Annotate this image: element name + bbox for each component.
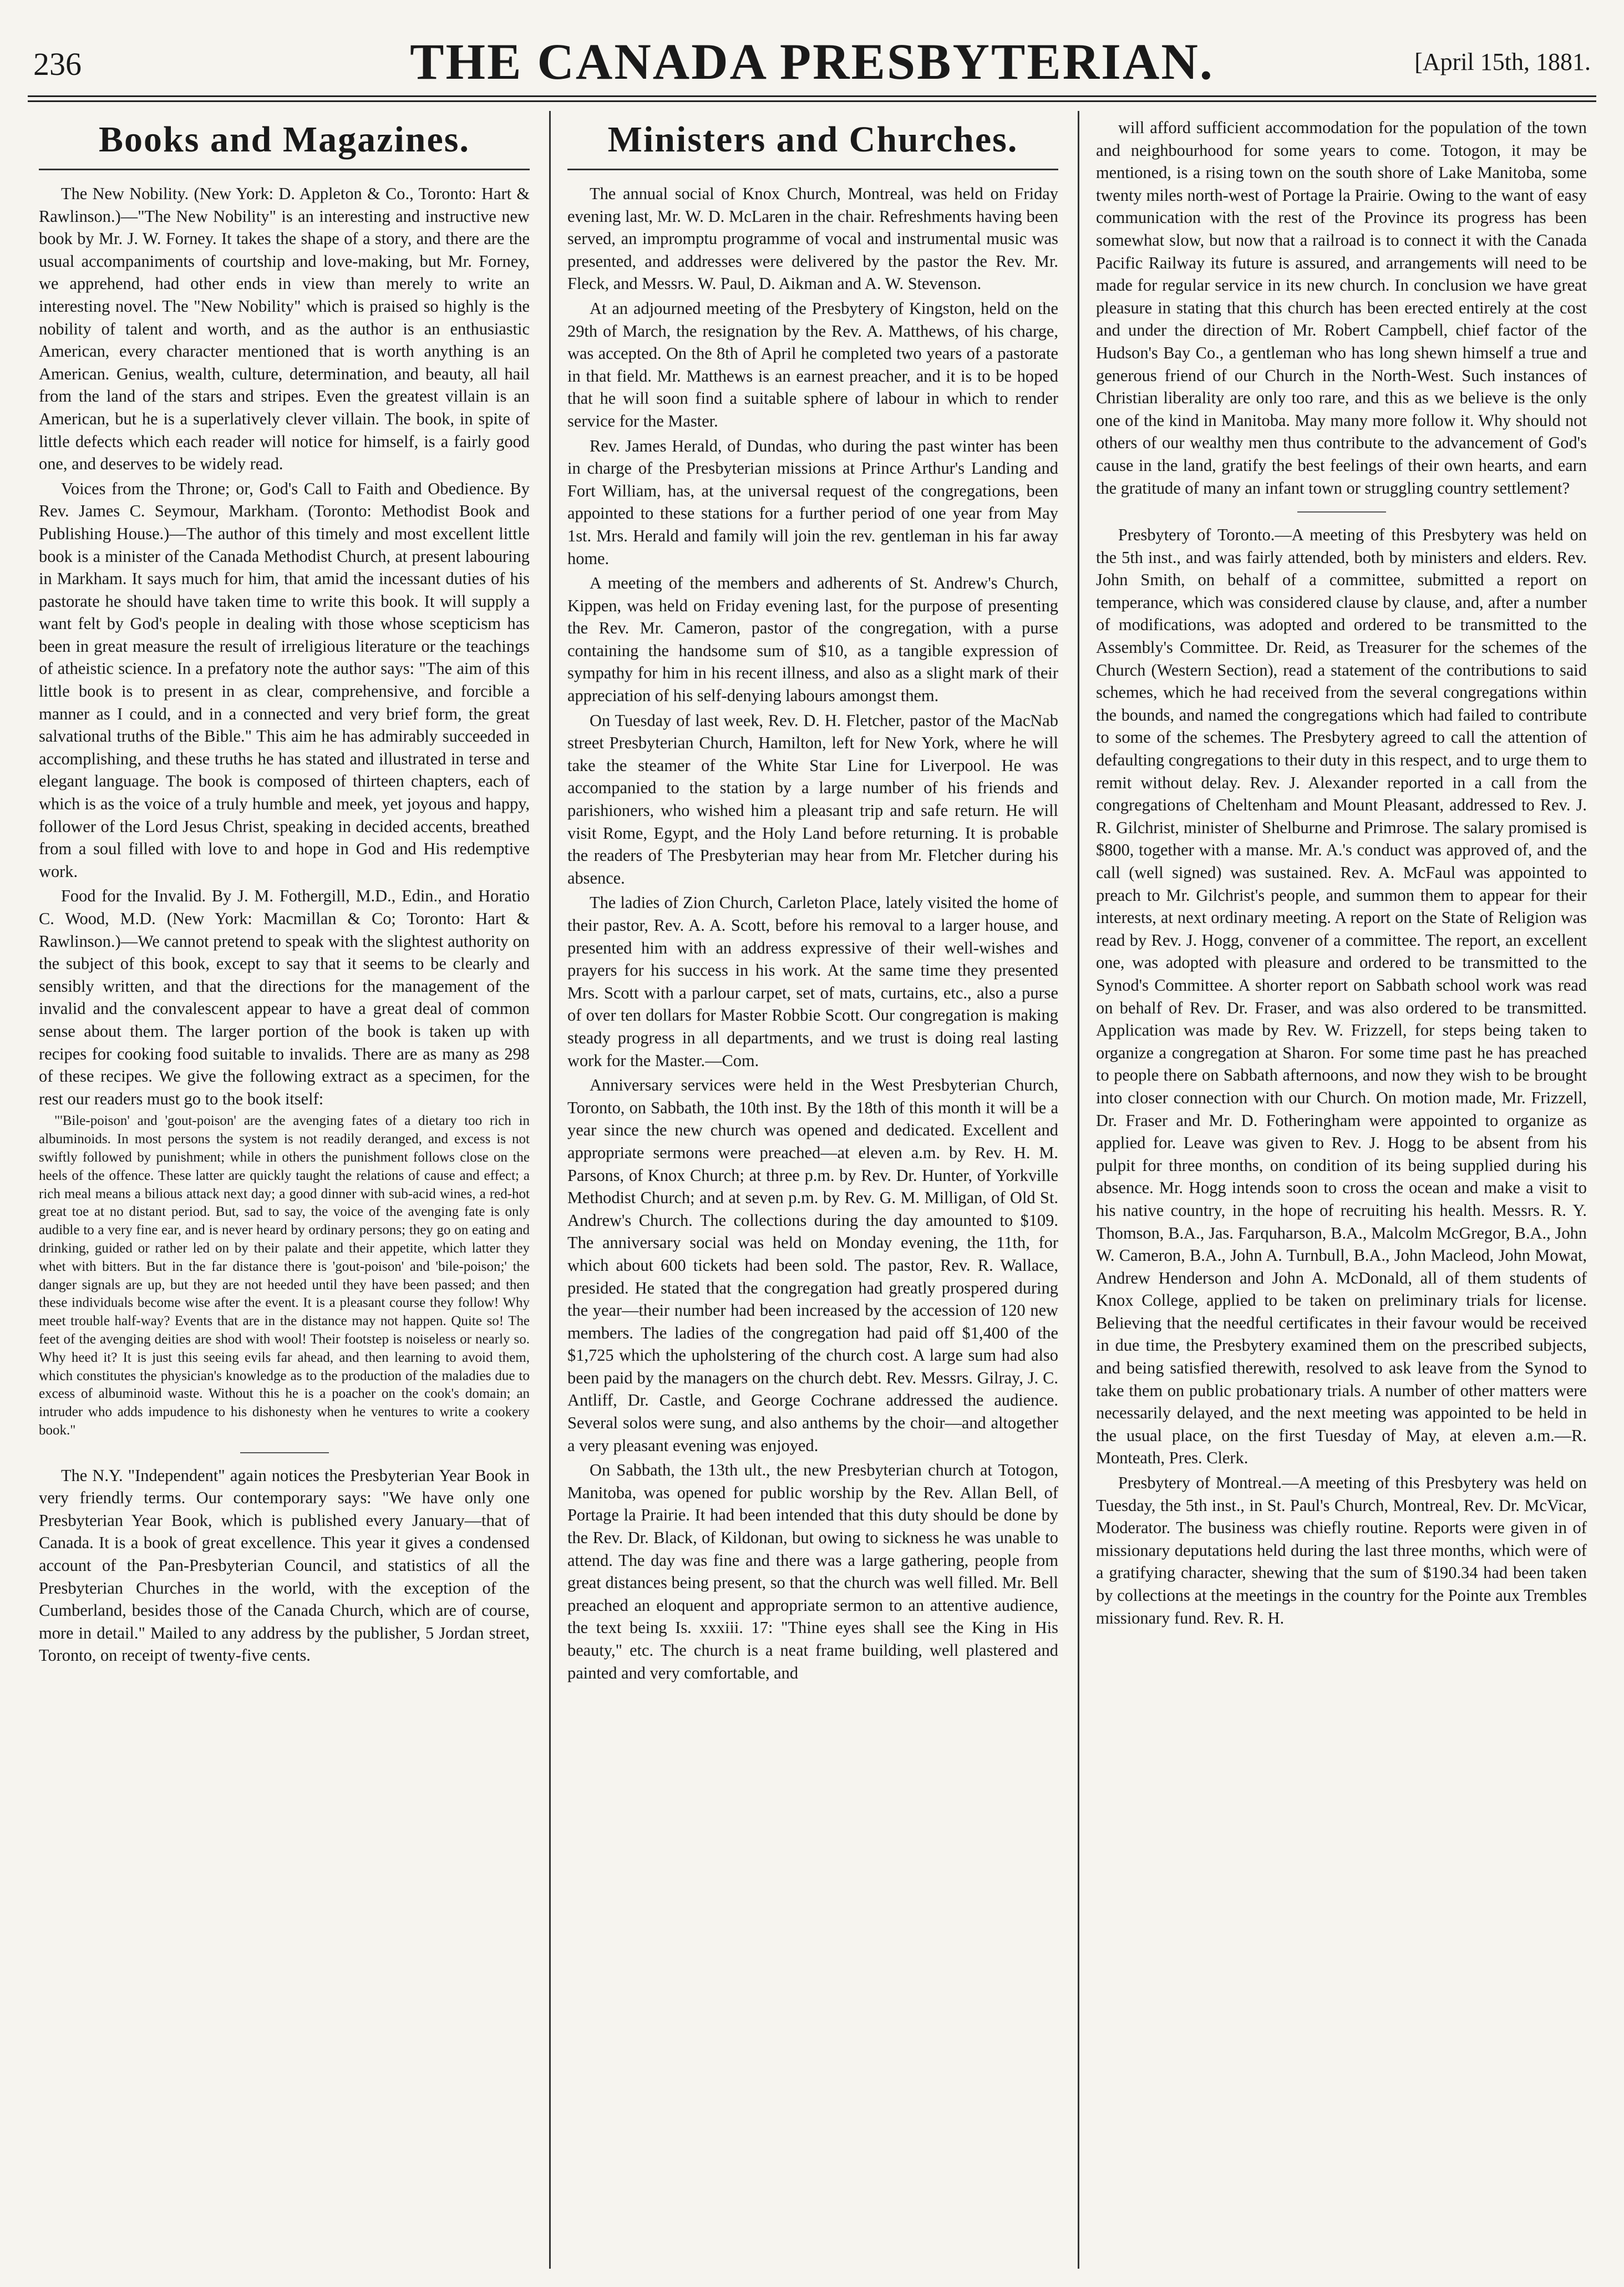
column-divider [549,111,551,2269]
article-paragraph: Presbytery of Toronto.—A meeting of this Presbytery was held on the 5th inst., and was fairly attended, both by ministers and elders. Rev. John Smith, on behalf of a committee, submitted a report on temperance, which was considered clause by clause, and, after a number of modifications, was adopted and ordered to be transmitted to the Assembly's Committee. Dr. Reid, as Treasurer for the schemes of the Church (Western Section), read a statement of the contributions to said schemes, which he had received from the several congregations within the bounds, and named the congregations which had failed to contribute to some of the schemes. The Presbytery agreed to call the attention of defaulting congregations to their duty in this respect, and to urge them to remit without delay. Rev. J. Alexander reported in a call from the congregations of Cheltenham and Mount Pleasant, addressed to Rev. J. R. Gilchrist, minister of Shelburne and Primrose. The salary promised is $800, together with a manse. Mr. A.'s conduct was approved of, and the call (well signed) was sustained. Rev. A. McFaul was appointed to preach to Mr. Gilchrist's people, and summon them to appear for their interests, at next ordinary meeting. A report on the State of Religion was read by Rev. J. Hogg, convener of a committee. The report, an excellent one, was adopted with pleasure and ordered to be transmitted to the Synod's Committee. A shorter report on Sabbath school work was read on behalf of Rev. Dr. Fraser, and was also ordered to be transmitted. Application was made by Rev. W. Frizzell, for steps being taken to organize a congregation at Sharon. For some time past he has preached to people there on Sabbath afternoons, and now they wish to be brought into closer connection with our Church. On motion made, Mr. Frizzell, Dr. Fraser and Mr. D. Fotheringham were appointed to organize as applied for. Leave was given to Rev. J. Hogg to be absent from his pulpit for three months, on condition of its being supplied during his absence. Mr. Hogg intends soon to cross the ocean and make a visit to his native country, in the hope of recruiting his health. Messrs. R. Y. Thomson, B.A., Jas. Farquharson, B.A., Malcolm McGregor, B.A., John W. Cameron, B.A., John A. Turnbull, B.A., John Macleod, John Mowat, Andrew Henderson and John A. McDonald, all of them students of Knox College, applied to be taken on preliminary trials for license. Believing that the needful certificates in their favour would be received in due time, the Presbytery examined them on the prescribed subjects, and being satisfied therewith, resolved to ask leave from the Synod to take them on public probationary trials. A number of other matters were necessarily delayed, and the next meeting was appointed to be held in the usual place, on the first Tuesday of May, at eleven a.m.—R. Monteath, Pres. Clerk. [1096,525,1587,1468]
article-paragraph: The New Nobility. (New York: D. Appleton & Co., Toronto: Hart & Rawlinson.)—"The New Nobility" is an interesting and instructive new book by Mr. J. W. Forney. It takes the shape of a story, and there are the usual accompaniments of courtship and love-making, but Mr. Forney, we apprehend, had other ends in view than merely to write an interesting novel. The "New Nobility" which is praised so highly is the nobility of talent and worth, and as the author is an enthusiastic American, every character mentioned that is worth anything is an American. Genius, wealth, culture, determination, and beauty, all hail from the land of the stars and stripes. Even the greatest villain is an American, but he is a superlatively clever villain. The book, in spite of little defects which each reader will notice for himself, is a fairly good one, and deserves to be widely read. [39,184,530,474]
article-paragraph: The N.Y. "Independent" again notices the Presbyterian Year Book in very friendly terms. Our contemporary says: "We have only one Presbyterian Year Book, which is published every January—that of Canada. It is a book of great excellence. This year it gives a condensed account of the Pan-Presbyterian Council, and statistics of all the Presbyterian Churches in the world, with the exception of the Cumberland, besides those of the Canada Church, which are of course, more in detail." Mailed to any address by the publisher, 5 Jordan street, Toronto, on receipt of twenty-five cents. [39,1465,530,1665]
block-quote: "'Bile-poison' and 'gout-poison' are the avenging fates of a dietary too rich in albuminoids. In most persons the system is not readily deranged, and excess is not swiftly followed by punishment; while in others the punishment follows close on the heels of the offence. These latter are quickly taught the relations of cause and effect; a rich meal means a bilious attack next day; a good dinner with sub-acid wines, a red-hot great toe at no distant period. But, sad to say, the voice of the avenging fate is only audible to a very fine ear, and is never heard by ordinary persons; they go on eating and drinking, guided or rather led on by their palate and their appetite, which latter they whet with bitters. But in the far distance there is 'gout-poison' and 'bile-poison;' the danger signals are up, but they are not heeded until they have been passed; and then these individuals become wise after the event. It is a pleasant course they follow! Why meet trouble half-way? Events that are in the distance may not happen. Quite so! The feet of the avenging deities are shod with wool! Their footstep is noiseless or nearly so. Why heed it? It is just this seeing evils far ahead, and then learning to avoid them, which constitutes the physician's knowledge as to the production of the maladies due to excess of albuminoid waste. Without this he is a poacher on the cook's domain; an intruder who adds impudence to his dishonesty when he ventures to write a cookery book." [39,1113,530,1438]
column-2 [567,116,1058,2263]
article-paragraph: Presbytery of Montreal.—A meeting of this Presbytery was held on Tuesday, the 5th inst., in St. Paul's Church, Montreal, Rev. Dr. McVicar, Moderator. The business was chiefly routine. Reports were given in of missionary deputations held during the last three months, which were of a gratifying character, shewing that the sum of $190.34 had been taken by collections at the meetings in the country for the Pointe aux Trembles missionary fund. Rev. R. H. [1096,1473,1587,1627]
article-paragraph: At an adjourned meeting of the Presbytery of Kingston, held on the 29th of March, the resignation by the Rev. A. Matthews, of his charge, was accepted. On the 8th of April he completed two years of a pastorate in that field. Mr. Matthews is an earnest preacher, and it is to be hoped that he will soon find a suitable sphere of labour in which to render service for the Master. [567,298,1058,430]
article-paragraph: A meeting of the members and adherents of St. Andrew's Church, Kippen, was held on Friday evening last, for the purpose of presenting the Rev. Mr. Cameron, pastor of the congregation, with a purse containing the handsome sum of $10, as a tangible expression of sympathy for him in his recent illness, and also as a slight mark of their appreciation of his self-denying labours amongst them. [567,574,1058,706]
article-paragraph: Voices from the Throne; or, God's Call to Faith and Obedience. By Rev. James C. Seymour, Markham. (Toronto: Methodist Book and Publishing House.)—The author of this timely and most excellent little book is a minister of the Canada Methodist Church, at present labouring in Markham. It says much for him, that amid the incessant duties of his pastorate he should have taken time to write this book. It will supply a want felt by God's people in dealing with those whose scepticism has been in great measure the result of irreligious literature or the teachings of atheistic science. In a prefatory note the author says: "The aim of this little book is to present in as clear, comprehensive, and forcible a manner as I could, and in a connected and very brief form, the great salvational truths of the Bible." This aim he has admirably succeeded in accomplishing, and these truths he has stated and illustrated in terse and elegant language. The book is composed of thirteen chapters, each of which is as the voice of a truly humble and meek, yet joyous and happy, follower of the Lord Jesus Christ, speaking in decided accents, breathed from a soul filled with love to and hope in God and His redemptive work. [39,479,530,881]
article-paragraph: On Tuesday of last week, Rev. D. H. Fletcher, pastor of the MacNab street Presbyterian Church, Hamilton, left for New York, where he will take the steamer of the White Star Line for Liverpool. He was accompanied to the station by a large number of his friends and parishioners, who wished him a pleasant trip and safe return. He will visit Rome, Egypt, and the Holy Land before returning. It is probable the readers of The Presbyterian may hear from Mr. Fletcher during his absence. [567,711,1058,888]
masthead [28,22,1596,89]
masthead-rule [28,95,1596,102]
article-paragraph: Anniversary services were held in the West Presbyterian Church, Toronto, on Sabbath, the 10th inst. By the 18th of this month it will be a year since the new church was opened and dedicated. Excellent and appropriate sermons were preached—at eleven a.m. by Rev. H. M. Parsons, of Knox Church; at three p.m. by Rev. Dr. Hunter, of Yorkville Methodist Church; and at seven p.m. by Rev. G. M. Milligan, of Old St. Andrew's Church. The collections during the day amounted to $109. The anniversary social was held on Monday evening, the 11th, for which about 600 tickets had been sold. The pastor, Rev. R. Wallace, presided. He stated that the congregation had greatly prospered during the year—their number had been increased by the accession of 120 new members. The ladies of the congregation had paid off $1,400 of the $1,725 which the upholstering of the church cost. A large sum had also been paid by the managers on the church debt. Rev. Messrs. Gilray, J. C. Antliff, Dr. Castle, and George Cochrane addressed the audience. Several solos were sung, and also anthems by the choir—and altogether a very pleasant evening was enjoyed. [567,1076,1058,1455]
issue-date: [April 15th, 1881. [1414,48,1591,75]
article-paragraph: Food for the Invalid. By J. M. Fothergill, M.D., Edin., and Horatio C. Wood, M.D. (New York: Macmillan & Co; Toronto: Hart & Rawlinson.)—We cannot pretend to speak with the slightest authority on the subject of this book, except to say that it seems to be clearly and sensibly written, and that the directions for the management of the invalid and the convalescent appear to have a great deal of common sense about them. The larger portion of the book is taken up with recipes for cooking food suitable to invalids. There are as many as 298 of these recipes. We give the following extract as a specimen, for the rest our readers must go to the book itself: [39,886,530,1108]
separator-rule [1297,511,1386,513]
newspaper-page [28,22,1596,2269]
article-paragraph: will afford sufficient accommodation for the population of the town and neighbourhood for some years to come. Totogon, it may be mentioned, is a rising town on the south shore of Lake Manitoba, some twenty miles north-west of Portage la Prairie. Owing to the want of easy communication with the rest of the Province its progress has been somewhat slow, but now that a railroad is to connect it with the Canada Pacific Railway its future is assured, and arrangements will need to be made for regular service in its new church. In conclusion we have great pleasure in stating that this church has been erected entirely at the cost and under the direction of Mr. Robert Campbell, chief factor of the Hudson's Bay Co., a gentleman who has long shewn himself a true and generous friend of our Church in the North-West. Such instances of Christian liberality are only too rare, and this as we believe is the only one of the kind in Manitoba. May many more follow it. Why should not others of our wealthy men thus contribute to the advancement of God's cause in the land, gratify the best feelings of their own hearts, and earn the gratitude of many an infant town or struggling country settlement? [1096,118,1587,498]
column-3 [1096,116,1587,2263]
section-heading-books: Books and Magazines. [39,119,530,170]
column-divider [1078,111,1079,2269]
article-paragraph: The ladies of Zion Church, Carleton Place, lately visited the home of their pastor, Rev. A. A. Scott, before his removal to a larger house, and presented him with an address expressive of their well-wishes and prayers for his success in his work. At the same time they presented Mrs. Scott with a parlour carpet, set of mats, curtains, etc., also a purse of over ten dollars for Master Robbie Scott. Our congregation is making steady progress in all departments, and we trust is doing real lasting work for the Master.—Com. [567,893,1058,1070]
article-paragraph: On Sabbath, the 13th ult., the new Presbyterian church at Totogon, Manitoba, was opened for public worship by the Rev. Allan Bell, of Portage la Prairie. It had been intended that this duty should be done by the Rev. Dr. Black, of Kildonan, but owing to sickness he was unable to attend. The day was fine and there was a large gathering, people from great distances being present, so that the church was well filled. Mr. Bell preached an eloquent and appropriate sermon to an attentive audience, the text being Is. xxxiii. 17: "Thine eyes shall see the King in His beauty," etc. The church is a neat frame building, well plastered and painted and very comfortable, and [567,1461,1058,1682]
column-1 [39,116,530,2263]
section-heading-ministers: Ministers and Churches. [567,119,1058,170]
page-number: 236 [33,46,82,82]
article-paragraph: Rev. James Herald, of Dundas, who during the past winter has been in charge of the Presbyterian missions at Prince Arthur's Landing and Fort William, has, at the universal request of the congregations, been appointed to these stations for a further period of one year from May 1st. Mrs. Herald and family will join the rev. gentleman in his far away home. [567,436,1058,568]
separator-rule [240,1452,329,1453]
article-paragraph: The annual social of Knox Church, Montreal, was held on Friday evening last, Mr. W. D. McLaren in the chair. Refreshments having been served, an impromptu programme of vocal and instrumental music was presented, and addresses were delivered by the pastor the Rev. Mr. Fleck, and Messrs. W. Paul, D. Aikman and A. W. Stevenson. [567,184,1058,293]
newspaper-title: THE CANADA PRESBYTERIAN. [410,33,1214,90]
